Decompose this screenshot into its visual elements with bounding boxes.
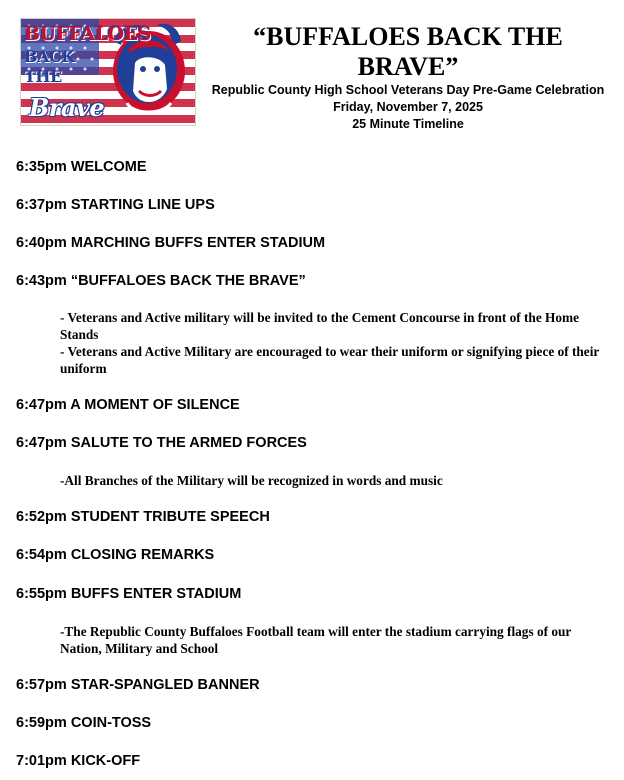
timeline-item-marching-buffs [16,234,325,252]
timeline-item-back-the-brave [16,272,306,290]
timeline-item-student-tribute [16,508,270,526]
item-time: 6:37pm [16,197,67,213]
event-subtitle: Republic County High School Veterans Day Pre-Game Celebration [211,83,605,97]
item-time: 6:59pm [16,715,67,731]
timeline-item-moment-of-silence [16,396,240,414]
item-event: STAR-SPANGLED BANNER [70,677,260,693]
timeline-item-kick-off [16,752,140,770]
timeline-notes-salute [60,472,600,489]
item-time: 6:57pm [16,677,67,693]
timeline-item-coin-toss [16,714,151,732]
note-flags: -The Republic County Buffaloes Football team will enter the stadium carrying flags of our Nation, Military and School [60,624,572,656]
item-event: WELCOME [70,159,147,175]
item-time: 6:55pm [16,586,67,602]
item-time: 6:47pm [16,435,67,451]
item-event: A MOMENT OF SILENCE [70,397,240,413]
item-event: MARCHING BUFFS ENTER STADIUM [70,235,326,251]
timeline-duration: 25 Minute Timeline [352,117,464,131]
item-time: 6:54pm [16,547,67,563]
item-event: STARTING LINE UPS [70,197,215,213]
event-logo [20,18,196,126]
timeline-notes-back-the-brave [60,309,600,377]
item-event: BUFFS ENTER STADIUM [70,586,242,602]
timeline-item-buffs-enter [16,585,241,603]
page-title: “BUFFALOES BACK THE BRAVE” [253,22,563,81]
item-event: COIN-TOSS [70,715,152,731]
item-event: STUDENT TRIBUTE SPEECH [70,509,270,525]
item-time: 6:35pm [16,159,67,175]
note-concourse: - Veterans and Active military will be invited to the Cement Concourse in front of the Home Stands [60,310,580,342]
item-time: 7:01pm [16,753,67,769]
timeline-notes-buffs-enter [60,623,600,657]
timeline-item-star-spangled-banner [16,676,260,694]
logo-text-the: THE [24,67,62,86]
item-time: 6:43pm [16,273,67,289]
timeline-item-starting-line-ups [16,196,215,214]
timeline-item-closing-remarks [16,546,214,564]
item-time: 6:40pm [16,235,67,251]
event-date: Friday, November 7, 2025 [333,100,483,114]
note-branches: -All Branches of the Military will be recognized in words and music [60,473,443,488]
item-time: 6:47pm [16,397,67,413]
document-header [208,22,608,133]
logo-text-buffaloes: BUFFALOES [24,23,151,45]
timeline-item-salute-armed-forces [16,434,307,452]
item-time: 6:52pm [16,509,67,525]
item-event: “BUFFALOES BACK THE BRAVE” [70,273,306,289]
item-event: KICK-OFF [70,753,141,769]
timeline-item-welcome [16,158,147,176]
note-uniform: - Veterans and Active Military are encouraged to wear their uniform or signifying piece of their uniform [60,344,600,376]
item-event: SALUTE TO THE ARMED FORCES [70,435,307,451]
logo-text-back: BACK [24,47,75,66]
item-event: CLOSING REMARKS [70,547,215,563]
logo-text-brave: Brave [29,93,105,122]
